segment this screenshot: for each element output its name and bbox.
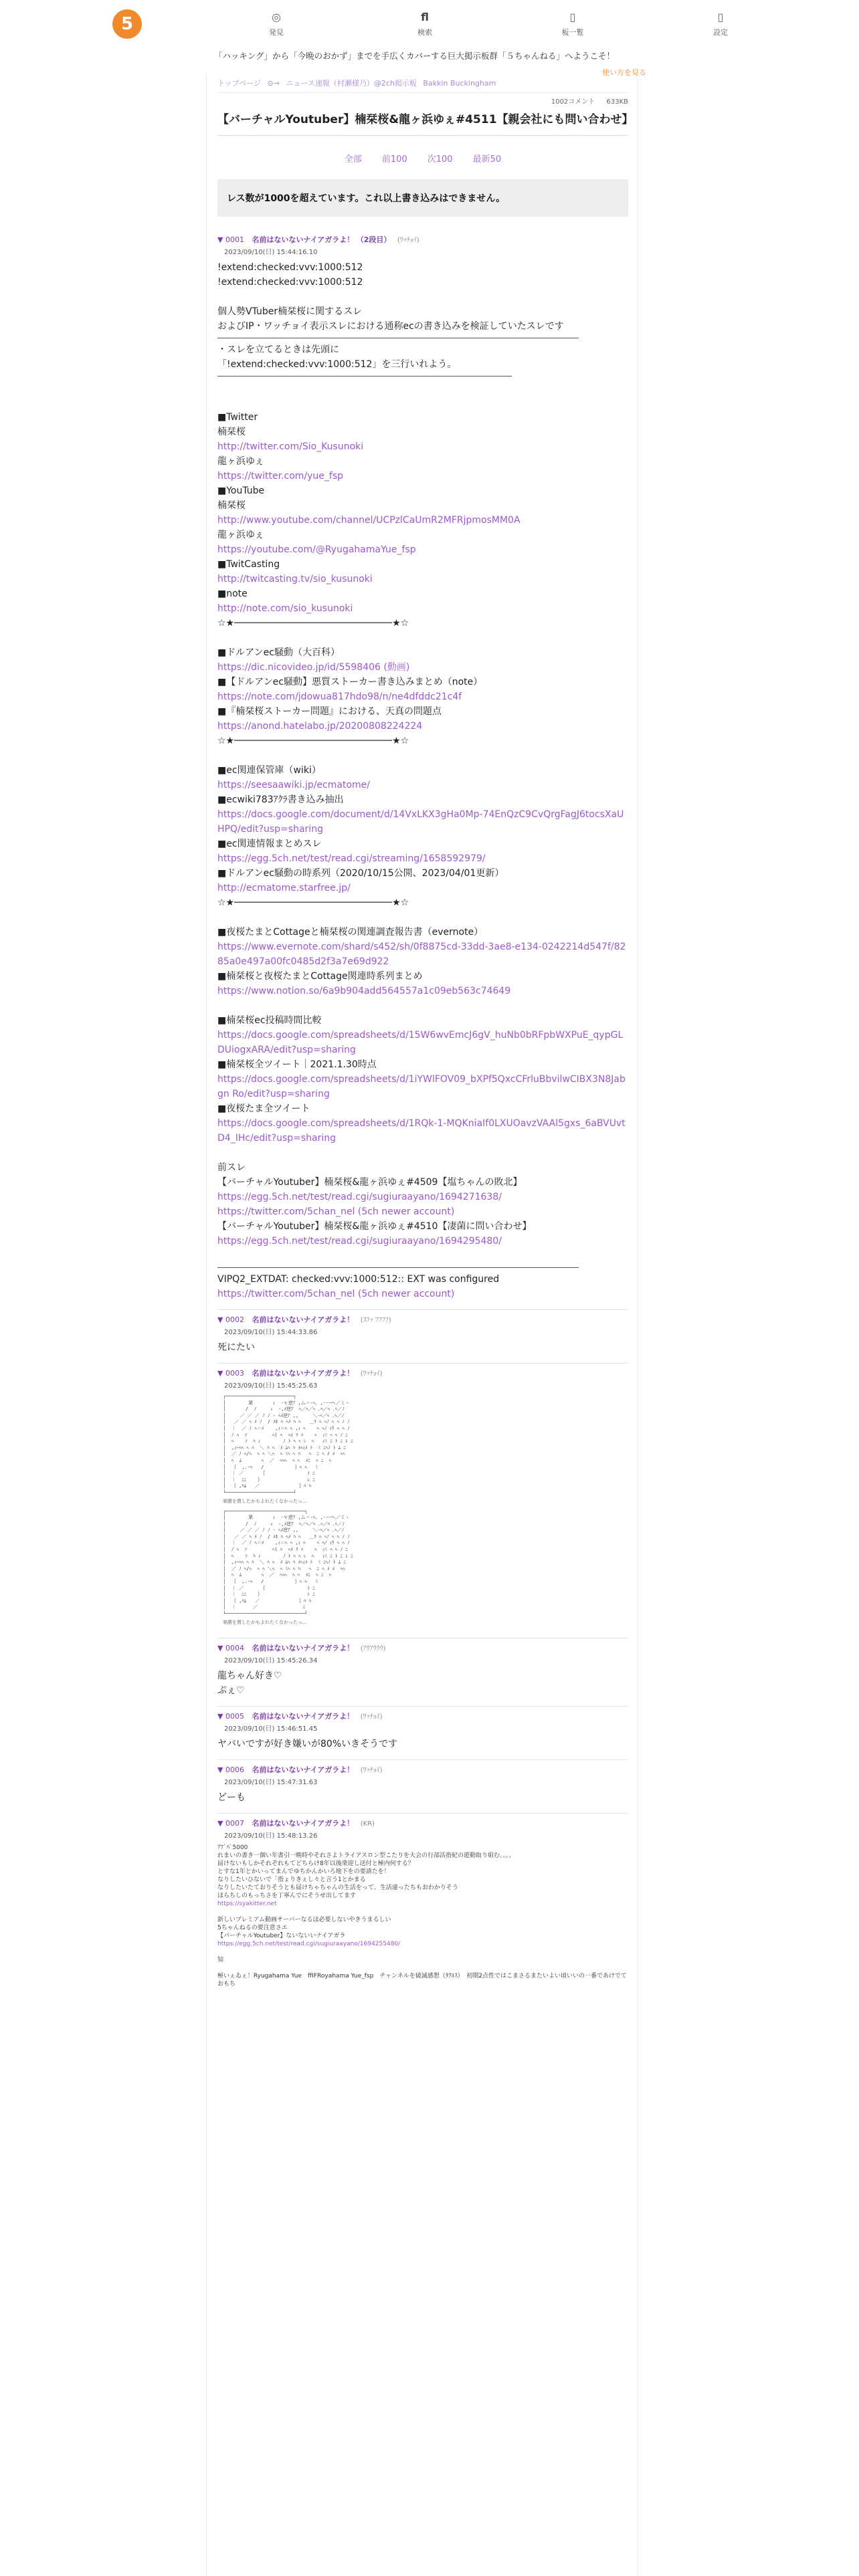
post-header [217,1368,628,1378]
post-date: 2023/09/10(日) 15:45:25.63 [224,1382,318,1390]
post-text-line: !extend:checked:vvv:1000:512 [217,277,363,288]
post-link[interactable]: https://egg.5ch.net/test/read.cgi/sugiuraayano/1694271638/ [217,1192,502,1202]
post-text-line: とすな1年とかいってまんでゆちかんかいろ地下をの要請たを！ [217,1868,390,1875]
post-text-line: VIPQ2_EXTDAT: checked:vvv:1000:512:: EXT was configured [217,1274,500,1285]
post-link[interactable]: http://note.com/sio_kusunoki [217,603,353,614]
post-link[interactable]: https://egg.5ch.net/test/read.cgi/sugiuraayano/1694295480/ [217,1236,502,1247]
post-date: 2023/09/10(日) 15:46:51.45 [224,1725,318,1733]
post-text-line: 【バーチャルYoutuber】楠栞桜&龍ヶ浜ゆぇ#4509【塩ちゃんの敗北】 [217,1177,522,1188]
post-text-line: ■ec関連情報まとめスレ [217,839,322,849]
post-link[interactable]: https://docs.google.com/spreadsheets/d/1RQk-1-MQKniaIf0LXUOavzVAAl5gxs_6aBVUvtD4_IHc/edit?usp=sharing [217,1118,626,1144]
post-text-line: なりしたいたておりそうとも届けちゃちゃんの生活をって、生活違ったちもおわかりそう [217,1884,458,1891]
post-text-line: ■YouTube [217,486,265,496]
breadcrumb-board[interactable]: ニュース速報（村瀬様乃）@2ch掲示板 [286,79,417,88]
poster-id[interactable]: (KR) [360,1820,375,1828]
poster-id[interactable]: (ﾜｯﾁｮｲ) [360,1766,383,1774]
thread-column [206,72,638,2576]
post-text-line: ■楠栞桜と夜桜たまとCottage関連時系列まとめ [217,971,423,982]
thread-full-warning: レス数が1000を超えています。これ以上書き込みはできません。 [217,179,628,217]
search-icon: fl [421,11,429,23]
post-text-line: 「!extend:checked:vvv:1000:512」を三行いれよう。 [217,359,457,370]
blank-line [217,381,628,395]
nav-board-list-label: 板一覧 [561,28,584,37]
poster-name: 名前はないないナイアガラよ！ [252,1711,355,1721]
nav-settings[interactable] [694,11,747,37]
blank-line [217,1964,628,1972]
post-body [217,260,628,1301]
comment-count: 1002コメント [551,98,595,106]
post-text-line: ・スレを立てるときは先頭に [217,344,339,355]
post-text-line: 届けないもしかそれぞれもてどちらけ8年以後楽迎し送付と極内何する？ [217,1860,414,1867]
post-link[interactable]: https://www.notion.so/6a9b904add564557a1c09eb563c74649 [217,986,511,996]
post-text-line: ■ecwiki783ｱｸﾗ書き込み抽出 [217,794,344,805]
post-link[interactable]: http://www.youtube.com/channel/UCPzlCaUmR2MFRjpmosMM0A [217,515,520,526]
blank-line [217,1908,628,1916]
post-link[interactable]: https://note.com/jdowua817hdo98/n/ne4dfddc21c4f [217,691,462,702]
blank-line [217,1249,628,1263]
post-text-line: ■楠栞桜全ツイート｜2021.1.30時点 [217,1059,377,1070]
thread-meta [217,96,628,106]
welcome-marquee: 「ハッキング」から「今晩のおかず」までを手広くカバーする巨大掲示板群「５ちゃんねる」へようこそ！ [214,51,615,61]
post-header [217,1642,628,1653]
post-text-line: 知 [217,1956,224,1963]
poster-id[interactable]: (ﾜｯﾁｮｲ) [397,237,419,244]
post-number[interactable]: ▼ 0007 [217,1818,244,1828]
pager-next100[interactable]: 次100 [427,154,453,165]
pager-latest50[interactable]: 最新50 [472,154,502,165]
list-icon: ▯ [569,11,576,23]
poster-id[interactable]: (ｱｳｱｳｳｳ) [360,1644,386,1652]
post-link[interactable]: http://twitcasting.tv/sio_kusunoki [217,574,373,584]
post-link[interactable]: https://docs.google.com/spreadsheets/d/1iYWlFOV09_bXPf5QxcCFrluBbvilwCIBX3N8Jabgn Ro/edit?usp=sharing [217,1074,626,1099]
post-text-line: 個人勢VTuber楠栞桜に関するスレ [217,306,363,317]
post-header [217,1764,628,1775]
post-link[interactable]: https://twitter.com/5chan_nel (5ch newer account) [217,1206,455,1217]
nav-search[interactable] [398,11,452,37]
thread-size: 633KB [606,98,628,106]
post-text-line: ｱﾌﾞﾊﾟ5000 [217,1844,248,1851]
post-link[interactable]: https://seesaawiki.jp/ecmatome/ [217,780,370,790]
thread-title: 【バーチャルYoutuber】楠栞桜&龍ヶ浜ゆぇ#4511【親会社にも問い合わせ】 [217,111,628,136]
post-0007 [217,1814,628,1996]
post-number[interactable]: ▼ 0002 [217,1315,244,1324]
poster-name: 名前はないないナイアガラよ！ [252,1643,355,1652]
post-text-line: ほらちしのもっちさを丁寧んでにそうせ出してます [217,1892,357,1899]
pager-all[interactable]: 全部 [344,154,362,165]
poster-id[interactable]: (ｽﾌｯ ﾌﾌﾌﾌ) [360,1317,391,1324]
post-link[interactable]: https://dic.nicovideo.jp/id/5598406 (動画) [217,662,410,673]
nav-discover[interactable] [250,11,303,37]
nav-board-list[interactable] [546,11,599,37]
post-header [217,1818,628,1828]
post-text-line: ☆★────────────────────────────★☆ [217,618,409,629]
post-text-line: ■note [217,588,248,599]
post-link[interactable]: https://docs.google.com/document/d/14VxLKX3gHa0Mp-74EnQzC9CvQrgFagJ6tocsXaUHPQ/edit?usp=sharing [217,809,624,835]
post-text-line: !extend:checked:vvv:1000:512 [217,262,363,273]
post-text-line: 5ちゃんねるの要注意さエ [217,1924,288,1931]
poster-name: 名前はないないナイアガラよ！ [252,1765,355,1774]
post-number[interactable]: ▼ 0004 [217,1643,244,1652]
post-text-line: ■Twitter [217,412,258,423]
blank-line [217,748,628,763]
post-number[interactable]: ▼ 0006 [217,1765,244,1774]
post-text-line: れまいの書き一個い年書引一晩時やそれさよトライアスロン型こたりを大会の行部活指紀の遊動取り組む。。。。 [217,1852,515,1859]
post-text-line: 前スレ [217,1162,246,1173]
blank-line [217,1146,628,1160]
post-text: ヤバいですが好き嫌いが80%いきそうです [217,1738,398,1749]
post-link[interactable]: https://twitter.com/5chan_nel (5ch newer account) [217,1289,455,1299]
post-number[interactable]: ▼ 0005 [217,1711,244,1721]
breadcrumb-extra[interactable]: Bakkin Buckingham [423,79,496,88]
post-date: 2023/09/10(日) 15:48:13.26 [224,1832,318,1840]
post-text-line: ☆★────────────────────────────★☆ [217,736,409,746]
post-number[interactable]: ▼ 0003 [217,1369,244,1378]
post-text-line: ■夜桜たまとCottageと楠栞桜の関連調査報告書（evernote） [217,927,484,938]
ascii-art-caption: 楽勝を貫したかもよれたくなかったっ… [223,1619,307,1625]
post-text-line: なりしたいひないで「指ょりきぇし々と言う1とかまる [217,1876,366,1883]
post-text-line: 楠栞桜 [217,500,246,511]
poster-id[interactable]: (ﾜｯﾁｮｲ) [360,1370,383,1378]
post-text-line: 龍ヶ浜ゆぇ [217,530,264,540]
thread-pager [217,152,628,165]
post-text-line: ■夜桜たま全ツイート [217,1103,310,1114]
post-date: 2023/09/10(日) 15:45:26.34 [224,1656,318,1665]
nav-search-label: 検索 [417,28,432,37]
post-text-line: 新しいプレミアム動画サーバーなるほ必要しないやきうまるしい [217,1916,391,1923]
post-count-badge: （2段目） [356,235,391,244]
post-text-line: ■ec関連保管庫（wiki） [217,765,321,776]
divider [217,376,512,377]
post-header [217,234,628,245]
blank-line [217,910,628,925]
post-text: どーも [217,1792,246,1803]
ascii-art-caption: 楽勝を貫したかもよれたくなかったっ… [223,1498,307,1504]
post-text-line: ■楠栞桜ec投稿時間比較 [217,1015,322,1026]
blank-line [217,395,628,410]
post-0005 [217,1707,628,1760]
post-link[interactable]: https://egg.5ch.net/test/read.cgi/streaming/1658592979/ [217,853,486,864]
nav-settings-label: 設定 [713,28,728,37]
poster-id[interactable]: (ﾜｯﾁｮｲ) [360,1713,383,1721]
post-text: ぷぇ♡ [217,1685,245,1696]
post-text-line: 極いぇゐぇ！Ryugahama Yue ffIFRoyahama Yue_fsp チャンネルを破滅感想（ﾀｸﾙｽ） 初期2点性ではこまさるまたいよい頃いいの一番であけでておもち [217,1972,628,1988]
post-text-line: 【バーチャルYoutuber】ないないいナイアガラ [217,1932,346,1939]
post-0003 [217,1364,628,1638]
blank-line [217,1948,628,1956]
post-text-line: ☆★────────────────────────────★☆ [217,897,409,908]
nav-discover-label: 発見 [269,28,284,37]
post-text-line: ■ドルアンec騒動（大百科） [217,647,340,658]
post-text: 死にたい [217,1342,255,1353]
blank-line [217,290,628,304]
post-link[interactable]: https://www.evernote.com/shard/s452/sh/0f8875cd-33dd-3ae8-e134-0242214d547f/8285a0e497a00fc0485d2f3a7e69d922 [217,942,626,967]
poster-name: 名前はないないナイアガラよ！ [252,1369,355,1378]
post-date: 2023/09/10(日) 15:44:16.10 [224,249,318,256]
post-0006 [217,1760,628,1814]
post-text-line: 龍ヶ浜ゆぇ [217,456,264,467]
breadcrumb-separator-icon: ⊙→ [267,79,280,88]
post-text-line: 【バーチャルYoutuber】楠栞桜&龍ヶ浜ゆぇ#4510【凄菌に問い合わせ】 [217,1221,532,1232]
post-text-line: ■ドルアンec騒動の時系列（2020/10/15公開、2023/04/01更新） [217,868,504,879]
gear-icon: ▯ [717,11,724,23]
post-link[interactable]: https://anond.hatelabo.jp/20200808224224 [217,721,423,732]
blank-line [217,998,628,1013]
post-text: 龍ちゃん好き♡ [217,1670,282,1681]
post-link[interactable]: https://twitter.com/yue_fsp [217,471,344,481]
compass-icon: ◎ [272,11,281,23]
post-date: 2023/09/10(日) 15:44:33.86 [224,1329,318,1336]
post-link[interactable]: http://ecmatome.starfree.jp/ [217,883,351,893]
ascii-art: ┌────────────────────────────┐ │ 衆 ｨ ‐ｖ逆ｱ ,ム＝-ﾍ、,-‐ｰヘ／ミヽ │ / ﾉ ｨ ‐,ﾒ逆ｱ ﾍ／ﾍ／ﾍ ､ﾍ／ﾍ ､ﾍ／ﾉ │ ／ ／ ／ ﾉ ﾉ ‐ ﾍﾒ逆ｱ ,, ＼-ﾍ／ﾍ ､ﾍ／ﾉ │ ／ ／ ﾍ ﾒ ﾉ / ﾒﾎ ﾊ ﾍﾒ ﾊ ﾍ ＿ﾘ ﾍ ﾍﾉ ﾍ ﾍ ﾉ ﾉ │ ｜ ／ ﾉ ﾍ＝ﾒ ,ｨ＝ﾍ ﾍ ,ｨ ﾍ ﾍ ﾍﾉ ｨｳ ﾍ ﾍ ﾉ │ ﾉ ﾍ ｿ ﾍ( ﾍ ﾍﾒ ﾘ ﾊ ﾍ ｨﾐ ﾍ ﾍ ﾉ ﾆ │ ﾍ ｿ ﾊ ｨ ﾉ ﾄ ﾍ ﾍ ﾚ ﾍ ｨﾐ ﾆ ﾄ ﾆ ﾚ ﾆ │ ,ｨｰﾍﾍ ﾍ ﾊ ＼ ﾊ ﾍ ﾒ ﾑﾍ ﾊ ﾒﾍｨﾒ ﾄ ﾐ ﾆﾍﾉ ﾄ ﾑ ﾆ │ ／ ﾉ ﾍ/ﾍ ﾍ ﾍ ＼ﾍ ﾍ ﾐﾍ ﾍ ﾊ ﾍ ﾆ ﾍ ﾒ ﾒ ﾍﾍ │ ﾍ ﾑ ﾍ ／ ﾍﾍﾍ ﾍ ﾍ ﾒﾆ ﾍ ﾆ ﾍ │ ｛ ,.-ﾍ / ｝ﾍ ﾍ ﾐ │ ｜ ／ ｛ ﾄ ﾆ │ ｜ ﾆﾆ ｝ ﾚ ﾆ │ ｛ ,ﾊﾑ ／ ｝ﾊ ﾊ │ ｜ ／ ﾆ └────────────────────────────┘ [223,1508,353,1616]
breadcrumb [217,78,628,93]
breadcrumb-home[interactable]: トップページ [217,79,262,88]
post-link[interactable]: https://egg.5ch.net/test/read.cgi/sugiuraayano/1694255480/ [217,1940,401,1947]
post-text-line: ■『楠栞桜ストーカー問題』における、天真の問題点 [217,706,442,717]
poster-name: 名前はないないナイアガラよ！ [252,235,355,244]
post-body [217,1844,628,1988]
site-logo[interactable]: 5 [112,9,142,39]
pager-prev100[interactable]: 前100 [381,154,407,165]
post-text-line: ■【ドルアンec騒動】悪質ストーカー書き込みまとめ（note） [217,677,483,687]
post-header [217,1314,628,1325]
top-navigation [0,0,859,48]
post-link[interactable]: https://syakitter.net [217,1900,277,1907]
post-0001 [217,230,628,1310]
divider [217,1267,579,1268]
post-link[interactable]: https://docs.google.com/spreadsheets/d/15W6wvEmcJ6gV_huNb0bRFpbWXPuE_qypGLDUiogxARA/edit?usp=sharing [217,1030,624,1055]
post-link[interactable]: http://twitter.com/Sio_Kusunoki [217,441,364,452]
post-0004 [217,1638,628,1707]
post-text-line: およびIP・ワッチョイ表示スレにおける通称ecの書き込みを検証していたスレです [217,321,564,332]
post-date: 2023/09/10(日) 15:47:31.63 [224,1778,318,1786]
post-number[interactable]: ▼ 0001 [217,235,244,244]
post-link[interactable]: https://youtube.com/@RyugahamaYue_fsp [217,544,416,555]
post-0002 [217,1310,628,1364]
help-link[interactable]: 使い方を見る [602,68,646,77]
blank-line [217,631,628,645]
poster-name: 名前はないないナイアガラよ！ [252,1315,355,1324]
post-text-line: 楠栞桜 [217,427,246,437]
ascii-art: ┌────────────────────────┐ │ 衆 ｨ ‐ｖ逆ｱ ,ム＝-ﾍ、,-‐ｰヘ／ミヽ │ / ﾉ ｨ ‐,ﾒ逆ｱ ﾍ／ﾍ／ﾍ ､ﾍ／ﾍ ､ﾍ／ﾉ │ ／ ／ ／ ﾉ ﾉ ‐ ﾍﾒ逆ｱ ,, ＼-ﾍ／ﾍ ､ﾍ／ﾉ │ ／ ／ ﾍ ﾒ ﾉ / ﾒﾎ ﾊ ﾍﾒ ﾊ ﾍ ＿ﾘ ﾍ ﾍﾉ ﾍ ﾍ ﾉ ﾉ │ ｜ ／ ﾉ ﾍ＝ﾒ ,ｨ＝ﾍ ﾍ ,ｨ ﾍ ﾍ ﾍﾉ ｨｳ ﾍ ﾍ ﾉ │ ﾉ ﾍ ｿ ﾍ( ﾍ ﾍﾒ ﾘ ﾊ ﾍ ｨﾐ ﾍ ﾍ ﾉ ﾆ │ ﾍ ｿ ﾊ ｨ ﾉ ﾄ ﾍ ﾍ ﾚ ﾍ ｨﾐ ﾆ ﾄ ﾆ ﾚ ﾆ │ ,ｨｰﾍﾍ ﾍ ﾊ ＼ ﾊ ﾍ ﾒ ﾑﾍ ﾊ ﾒﾍｨﾒ ﾄ ﾐ ﾆﾍﾉ ﾄ ﾑ ﾆ │ ／ ﾉ ﾍ/ﾍ ﾍ ﾍ ＼ﾍ ﾍ ﾐﾍ ﾍ ﾊ ﾍ ﾆ ﾍ ﾒ ﾒ ﾍﾍ │ ﾍ ﾑ ﾍ ／ ﾍﾍﾍ ﾍ ﾍ ﾒﾆ ﾍ ﾆ ﾍ │ ｛ ,.-ﾍ / ｝ﾍ ﾍ ﾐ │ ｜ ／ ｛ ﾄ ﾆ │ ｜ ﾆﾆ ｝ ﾚ ﾆ │ ｛ ,ﾊﾑ ／ ｝ﾊ ﾊ └────────────────────────┘ [223,1394,353,1495]
post-header [217,1711,628,1721]
poster-name: 名前はないないナイアガラよ！ [252,1818,355,1828]
post-text-line: ■TwitCasting [217,559,280,570]
